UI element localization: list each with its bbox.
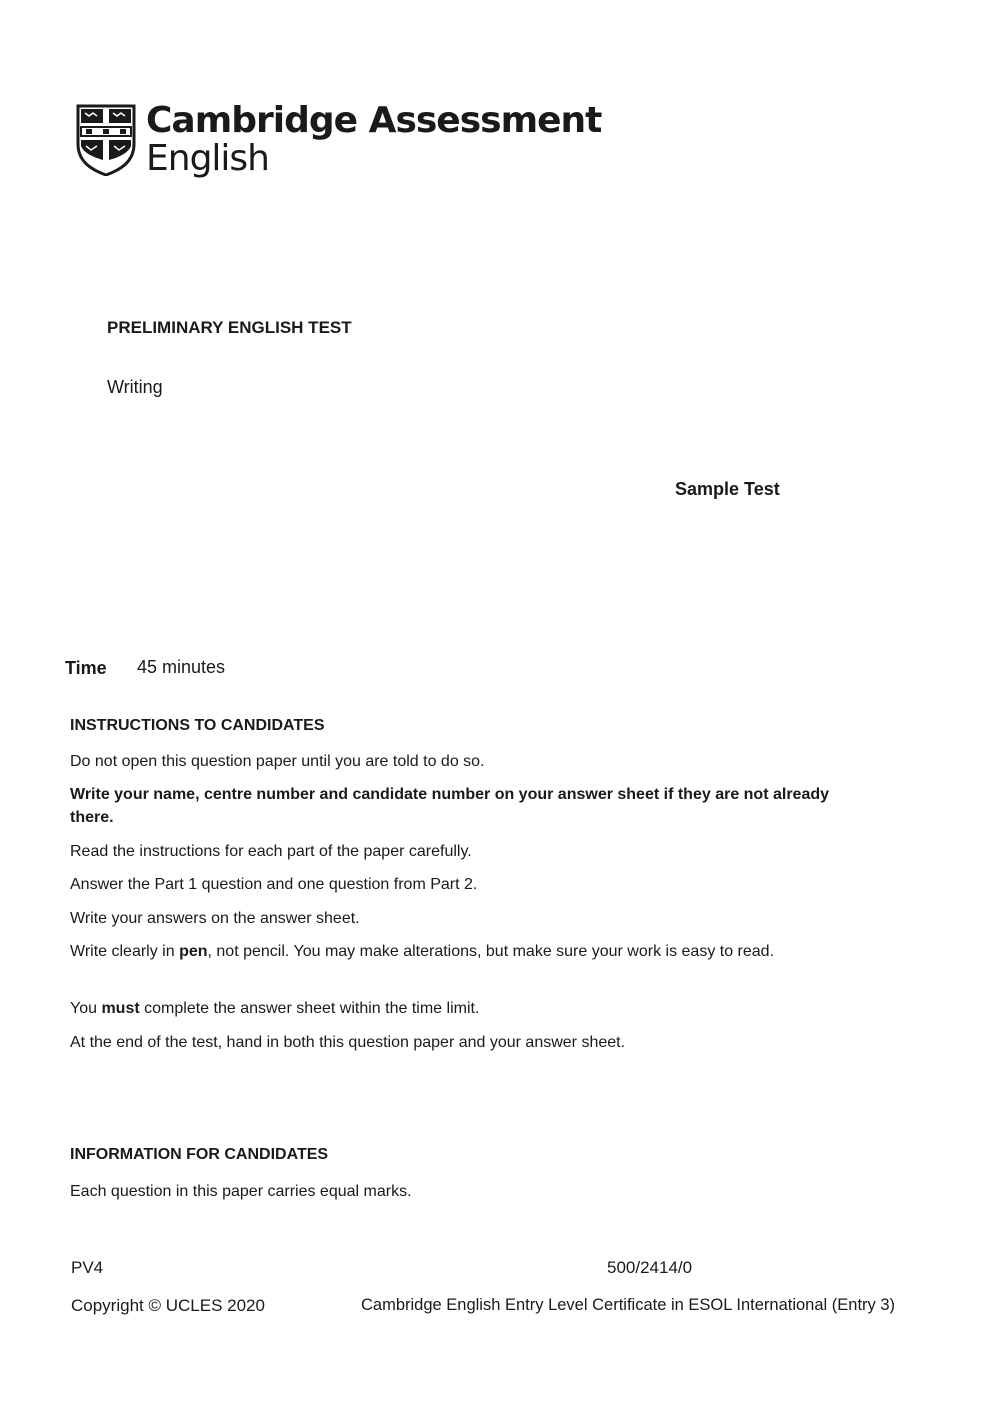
- instruction-item: [70, 997, 870, 1020]
- instruction-text: , not pencil. You may make alterations, but make sure your work is easy to read.: [207, 943, 775, 960]
- instruction-item: Write your name, centre number and candidate number on your answer sheet if they are not already there.: [70, 786, 830, 826]
- time-value: 45 minutes: [137, 657, 226, 677]
- instruction-item: Do not open this question paper until you are told to do so.: [70, 753, 485, 770]
- instructions-heading: INSTRUCTIONS TO CANDIDATES: [70, 717, 325, 734]
- instruction-item: [70, 940, 830, 963]
- logo-text-primary: Cambridge Assessment: [146, 100, 602, 141]
- instruction-item: Answer the Part 1 question and one question from Part 2.: [70, 876, 478, 893]
- sample-test-label: Sample Test: [675, 479, 780, 499]
- instruction-item: Read the instructions for each part of the paper carefully.: [70, 843, 472, 860]
- time-label: Time: [65, 658, 107, 678]
- paper-subtitle: Writing: [107, 377, 163, 397]
- page-title: PRELIMINARY ENGLISH TEST: [107, 318, 352, 337]
- instruction-text: complete the answer sheet within the time limit.: [139, 1000, 480, 1017]
- instruction-item: Write your answers on the answer sheet.: [70, 910, 360, 927]
- information-heading: INFORMATION FOR CANDIDATES: [70, 1146, 329, 1163]
- instruction-emphasis: pen: [179, 943, 208, 960]
- paper-code: PV4: [71, 1258, 104, 1277]
- instruction-text: You: [70, 1000, 102, 1017]
- instruction-emphasis: must: [101, 1000, 140, 1017]
- instruction-text: Write clearly in: [70, 943, 180, 960]
- copyright-notice: Copyright © UCLES 2020: [71, 1296, 265, 1315]
- paper-reference: 500/2414/0: [607, 1258, 693, 1277]
- instruction-item: At the end of the test, hand in both this question paper and your answer sheet.: [70, 1034, 626, 1051]
- certificate-title: Cambridge English Entry Level Certificate in ESOL International (Entry 3): [361, 1296, 896, 1314]
- information-text: Each question in this paper carries equal marks.: [70, 1183, 412, 1200]
- logo-text-secondary: English: [146, 138, 269, 179]
- university-crest-icon: [76, 104, 136, 176]
